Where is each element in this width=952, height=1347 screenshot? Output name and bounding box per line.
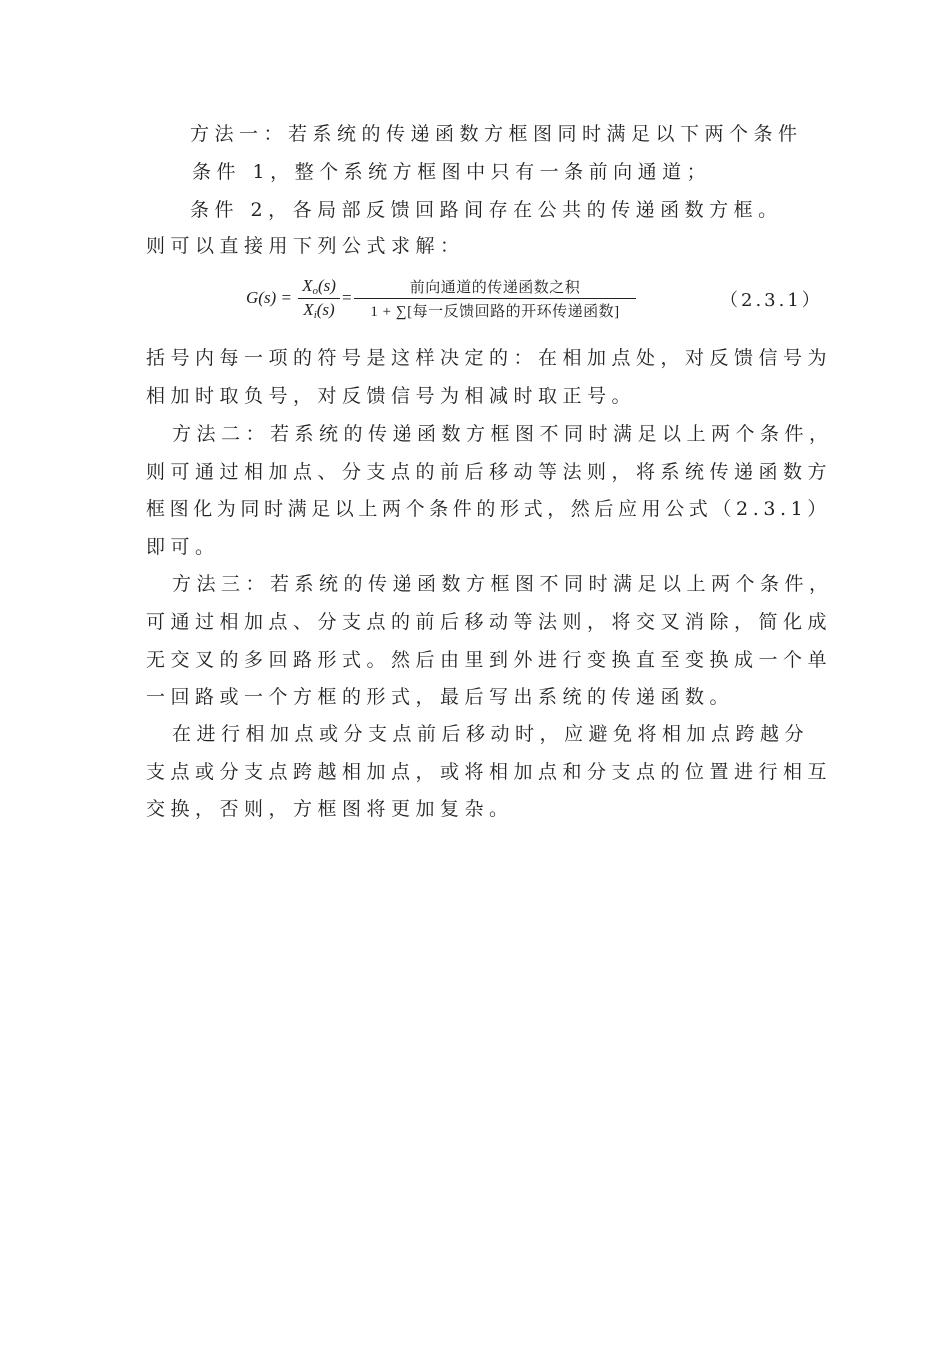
formula-lhs: G(s) = — [246, 288, 292, 307]
paragraph-line: 支点或分支点跨越相加点，或将相加点和分支点的位置进行相互 — [146, 761, 833, 783]
equals-sign: = — [342, 288, 352, 307]
paragraph-line: 方法二：若系统的传递函数方框图不同时满足以上两个条件， — [172, 423, 834, 445]
paragraph-line: 方法三：若系统的传递函数方框图不同时满足以上两个条件， — [172, 573, 834, 595]
formula-numerator: 前向通道的传递函数之积 — [409, 280, 581, 296]
paragraph-line: 即可。 — [146, 536, 220, 558]
formula-2-3-1 — [240, 268, 823, 332]
paragraph-line: 条件 1，整个系统方框图中只有一条前向通道； — [192, 161, 712, 183]
formula-denominator: 1 + ∑[每一反馈回路的开环传递函数] — [370, 304, 620, 320]
fraction-forward-over-loop — [354, 276, 636, 321]
paragraph-line: 条件 2，各局部反馈回路间存在公共的传递函数方框。 — [190, 199, 783, 221]
fraction-xo-over-xi: $X_o(s)$ $X_i(s)$ — [298, 276, 340, 321]
equation-number: （2.3.1） — [720, 290, 823, 311]
paragraph-line: 则可通过相加点、分支点的前后移动等法则，将系统传递函数方 — [146, 461, 833, 483]
paragraph-line: 方法一：若系统的传递函数方框图同时满足以下两个条件 — [190, 123, 803, 145]
paragraph-line: 一回路或一个方框的形式，最后写出系统的传递函数。 — [146, 686, 735, 708]
paragraph-line: 无交叉的多回路形式。然后由里到外进行变换直至变换成一个单 — [146, 649, 833, 671]
paragraph-line: 框图化为同时满足以上两个条件的形式，然后应用公式（2.3.1） — [146, 498, 831, 520]
paragraph-line: 则可以直接用下列公式求解： — [146, 235, 465, 257]
paragraph-line: 交换，否则，方框图将更加复杂。 — [146, 798, 514, 820]
paragraph-line: 括号内每一项的符号是这样决定的：在相加点处，对反馈信号为 — [146, 347, 833, 369]
paragraph-line: 在进行相加点或分支点前后移动时，应避免将相加点跨越分 — [172, 723, 810, 745]
paragraph-line: 相加时取负号，对反馈信号为相减时取正号。 — [146, 385, 637, 407]
paragraph-line: 可通过相加点、分支点的前后移动等法则，将交叉消除，简化成 — [146, 611, 833, 633]
